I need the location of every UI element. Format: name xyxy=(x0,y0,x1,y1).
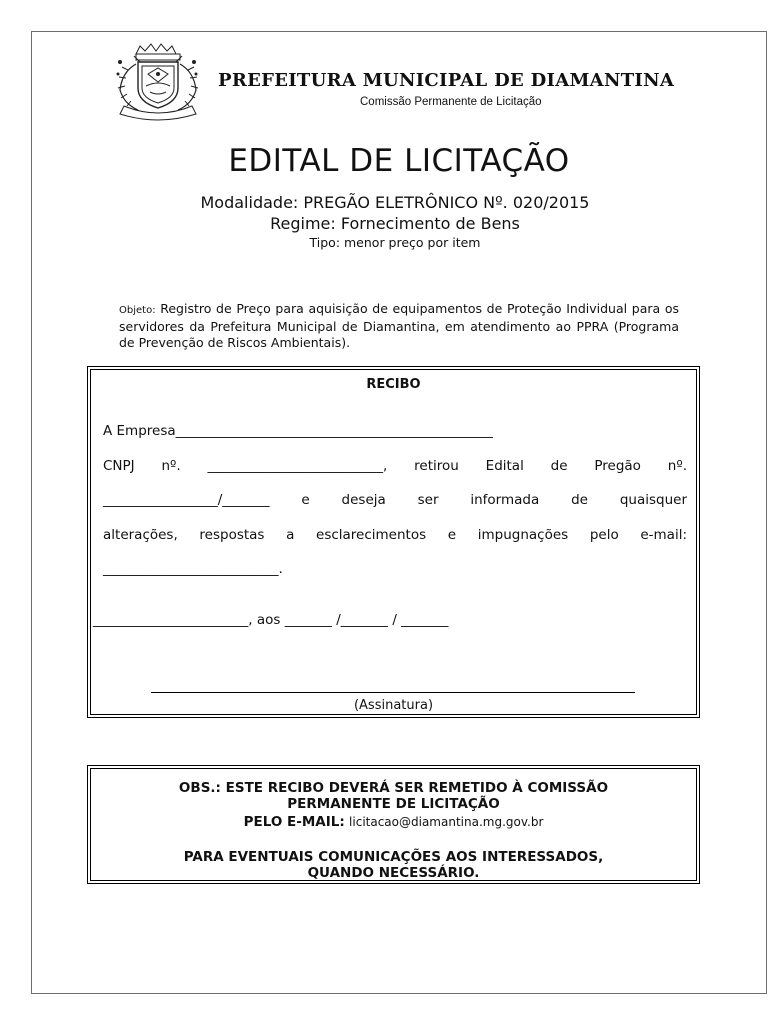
objeto-label: Objeto: xyxy=(119,305,156,316)
tipo-text: Tipo: menor preço por item xyxy=(309,235,481,250)
modalidade-text: Modalidade: PREGÃO ELETRÔNICO Nº. 020/2015 xyxy=(200,193,590,212)
header-subtitle: Comissão Permanente de Licitação xyxy=(360,96,542,108)
document-title: EDITAL DE LICITAÇÃO xyxy=(228,143,570,179)
objeto-paragraph xyxy=(119,301,679,351)
recibo-email-line: __________________________. xyxy=(103,561,283,577)
recibo-empresa-line: A Empresa_______________________________________________ xyxy=(103,423,493,439)
obs-line-4: PARA EVENTUAIS COMUNICAÇÕES AOS INTERESSADOS, xyxy=(183,849,604,865)
signature-line xyxy=(151,692,635,693)
obs-line-2: PERMANENTE DE LICITAÇÃO xyxy=(287,796,500,812)
obs-box xyxy=(87,765,700,884)
objeto-text: Registro de Preço para aquisição de equipamentos de Proteção Individual para os servidores da Prefeitura Municipal de Diamantina, em atendimento ao PPRA (Programa de Prevenção de Riscos Ambientais). xyxy=(119,301,679,350)
recibo-date-line: _______________________, aos _______ /_______ / _______ xyxy=(93,612,449,628)
recibo-title: RECIBO xyxy=(366,377,421,392)
obs-email-line xyxy=(88,814,699,830)
regime-text: Regime: Fornecimento de Bens xyxy=(270,214,520,233)
obs-line-1: OBS.: ESTE RECIBO DEVERÁ SER REMETIDO À COMISSÃO xyxy=(178,780,609,796)
obs-line-5: QUANDO NECESSÁRIO. xyxy=(307,865,480,881)
recibo-edital-line: _________________/_______ e deseja ser informada de quaisquer xyxy=(103,492,687,508)
header-title: PREFEITURA MUNICIPAL DE DIAMANTINA xyxy=(218,70,675,91)
recibo-alteracoes-line: alterações, respostas a esclarecimentos e impugnações pelo e-mail: xyxy=(103,527,687,543)
obs-email: licitacao@diamantina.mg.gov.br xyxy=(349,815,544,829)
signature-label: (Assinatura) xyxy=(353,698,434,713)
obs-email-label: PELO E-MAIL: xyxy=(243,814,345,830)
municipal-coat-of-arms-icon xyxy=(106,40,206,122)
recibo-cnpj-line: CNPJ nº. __________________________, retirou Edital de Pregão nº. xyxy=(103,458,687,474)
recibo-box xyxy=(87,366,700,718)
